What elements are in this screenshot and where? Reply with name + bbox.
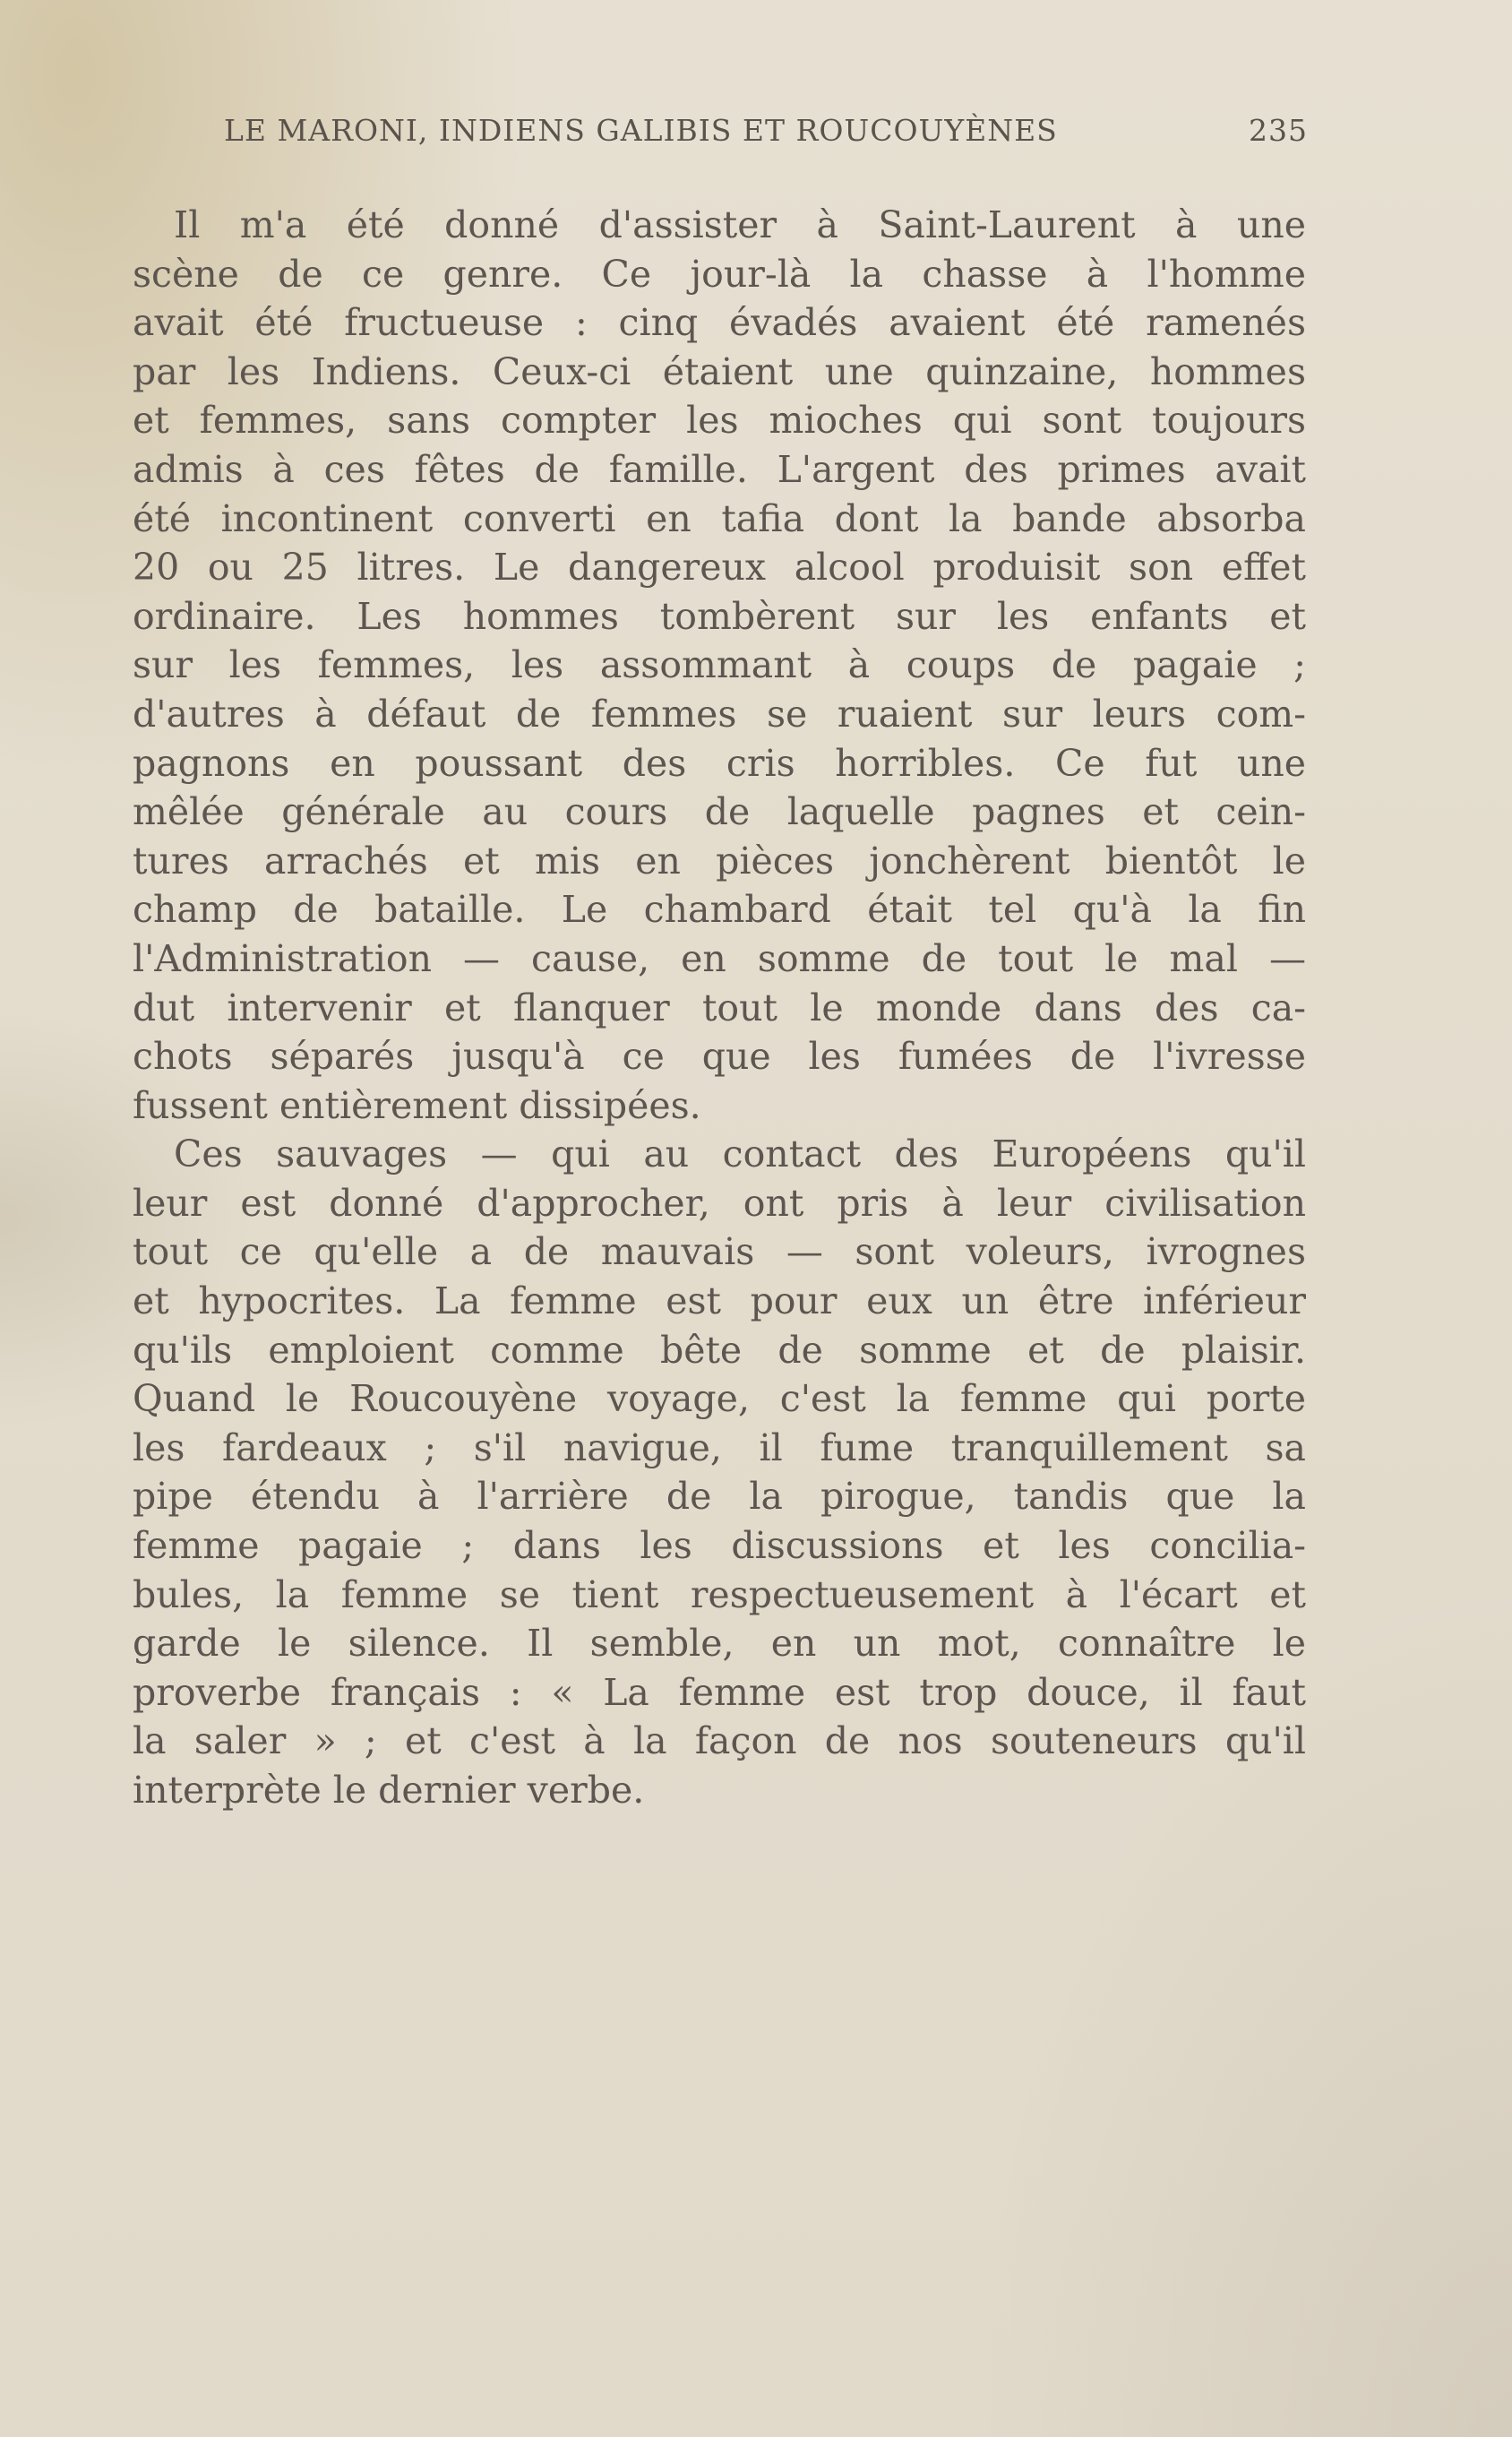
text-line: Ces sauvages — qui au contact des Européens qu'il xyxy=(174,1132,1306,1176)
text-line: par les Indiens. Ceux-ci étaient une quinzaine, hommes xyxy=(133,349,1306,393)
text-line: leur est donné d'approcher, ont pris à leur civilisation xyxy=(133,1181,1306,1225)
text-line: et femmes, sans compter les mioches qui sont toujours xyxy=(133,399,1306,443)
page-number: 235 xyxy=(1249,113,1308,148)
text-line: chots séparés jusqu'à ce que les fumées de l'ivresse xyxy=(133,1035,1306,1079)
text-line: d'autres à défaut de femmes se ruaient sur leurs com- xyxy=(133,692,1306,736)
text-line: bules, la femme se tient respectueusement à l'écart et xyxy=(133,1572,1306,1616)
text-line: été incontinent converti en tafia dont la bande absorba xyxy=(133,496,1306,540)
text-line: admis à ces fêtes de famille. L'argent des primes avait xyxy=(133,447,1306,491)
text-line: l'Administration — cause, en somme de tout le mal — xyxy=(133,936,1306,980)
text-line: champ de bataille. Le chambard était tel qu'à la fin xyxy=(133,888,1306,932)
text-line: les fardeaux ; s'il navigue, il fume tranquillement sa xyxy=(133,1425,1306,1469)
page-header xyxy=(224,113,1308,148)
text-line: Quand le Roucouyène voyage, c'est la femme qui porte xyxy=(133,1377,1306,1421)
text-line: mêlée générale au cours de laquelle pagnes et cein- xyxy=(133,790,1306,834)
text-line: garde le silence. Il semble, en un mot, connaître le xyxy=(133,1622,1306,1666)
text-line: interprète le dernier verbe. xyxy=(133,1769,645,1812)
text-line: et hypocrites. La femme est pour eux un être inférieur xyxy=(133,1279,1306,1323)
text-line: 20 ou 25 litres. Le dangereux alcool produisit son effet xyxy=(133,546,1306,590)
text-line: avait été fructueuse : cinq évadés avaient été ramenés xyxy=(133,301,1306,345)
text-line: Il m'a été donné d'assister à Saint-Laurent à une xyxy=(174,203,1306,246)
text-line: dut intervenir et flanquer tout le monde dans des ca- xyxy=(133,986,1306,1029)
paragraph-2 xyxy=(133,1130,1306,1814)
text-line: sur les femmes, les assommant à coups de pagaie ; xyxy=(133,643,1306,687)
text-line: tures arrachés et mis en pièces jonchèrent bientôt le xyxy=(133,839,1306,883)
text-line: ordinaire. Les hommes tombèrent sur les enfants et xyxy=(133,594,1306,638)
text-line: tout ce qu'elle a de mauvais — sont voleurs, ivrognes xyxy=(133,1230,1306,1274)
text-line: pipe étendu à l'arrière de la pirogue, tandis que la xyxy=(133,1475,1306,1519)
text-line: femme pagaie ; dans les discussions et les concilia- xyxy=(133,1524,1306,1568)
text-line: la saler » ; et c'est à la façon de nos souteneurs qu'il xyxy=(133,1719,1306,1763)
text-line: qu'ils emploient comme bête de somme et de plaisir. xyxy=(133,1328,1306,1372)
text-line: pagnons en poussant des cris horribles. Ce fut une xyxy=(133,741,1306,785)
text-line: proverbe français : « La femme est trop douce, il faut xyxy=(133,1670,1306,1714)
text-line: fussent entièrement dissipées. xyxy=(133,1083,701,1127)
text-line: scène de ce genre. Ce jour-là la chasse à l'homme xyxy=(133,252,1306,296)
paragraph-1 xyxy=(133,201,1306,1130)
body-text xyxy=(133,201,1306,1815)
running-title: LE MARONI, INDIENS GALIBIS ET ROUCOUYÈNES xyxy=(224,113,1058,148)
